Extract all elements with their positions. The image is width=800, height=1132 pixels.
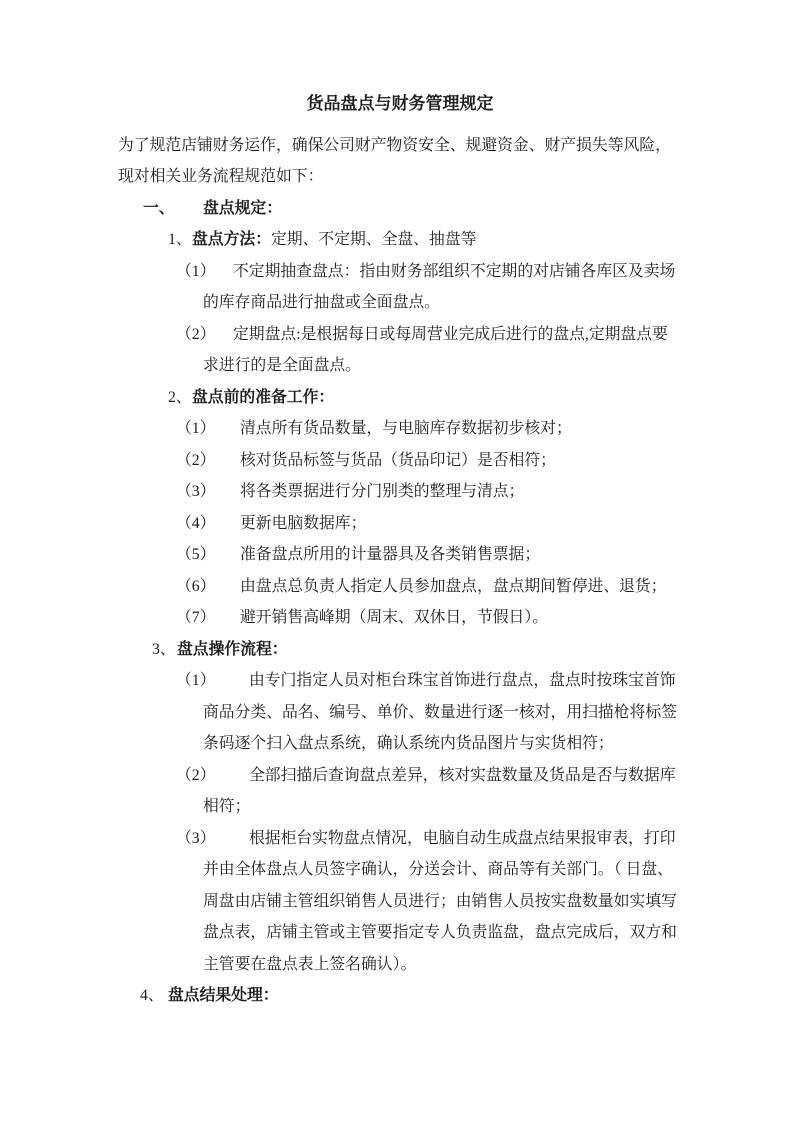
item-label: （2） [176, 325, 216, 343]
item-text: 不定期抽查盘点：指由财务部组织不定期的对店铺各库区及卖场 的库存商品进行抽盘或全面盘点。 [203, 262, 676, 311]
item-label: （2） [176, 766, 216, 784]
item-text: 由专门指定人员对柜台珠宝首饰进行盘点，盘点时按珠宝首饰商品分类、品名、编号、单价、数量进行逐一核对，用扫描枪将标签条码逐个扫入盘点系统，确认系统内货品图片与实货相符； [203, 672, 677, 752]
list-item [176, 602, 682, 634]
list-item [176, 539, 682, 571]
list-item [176, 256, 682, 319]
list-item [176, 571, 682, 603]
item-text: 将各类票据进行分门别类的整理与清点； [240, 483, 525, 500]
subsection-number: 1、 [168, 231, 192, 248]
item-text: 定期盘点:是根据每日或每周营业完成后进行的盘点,定期盘点要求进行的是全面盘点。 [203, 325, 668, 374]
item-text: 更新电脑数据库； [240, 514, 367, 532]
subsection-number: 4、 [140, 987, 164, 1004]
subsection-number: 2、 [168, 388, 192, 406]
item-label: （4） [176, 514, 216, 532]
item-label: （1） [176, 262, 216, 280]
item-text: 全部扫描后查询盘点差异，核对实盘数量及货品是否与数据库相符； [203, 766, 676, 815]
item-label: （5） [176, 546, 216, 563]
subsection-heading-4 [140, 980, 682, 1012]
list-item [176, 319, 682, 382]
item-text: 避开销售高峰期（周末、双休日，节假日）。 [240, 609, 549, 626]
list-item [176, 445, 682, 477]
item-label: （1） [176, 672, 216, 689]
section-heading-1 [143, 193, 682, 225]
item-label: （2） [176, 451, 216, 469]
item-text: 核对货品标签与货品（货品印记）是否相符； [240, 451, 556, 469]
item-text: 由盘点总负责人指定人员参加盘点，盘点期间暂停进、退货； [240, 577, 667, 595]
subsection-tail-text: 定期、不定期、全盘、抽盘等 [271, 231, 477, 248]
list-item [176, 508, 682, 540]
item-label: （7） [176, 609, 216, 626]
item-label: （3） [176, 483, 216, 500]
subsection-title: 盘点操作流程： [177, 640, 288, 658]
list-item [176, 760, 682, 823]
list-item [176, 476, 682, 508]
item-text: 清点所有货品数量，与电脑库存数据初步核对； [240, 420, 572, 437]
item-text: 准备盘点所用的计量器具及各类销售票据； [240, 546, 541, 563]
document-title: 货品盘点与财务管理规定 [306, 94, 494, 113]
section-title: 盘点规定： [203, 199, 282, 217]
subsection-title: 盘点前的准备工作： [192, 388, 335, 406]
intro-paragraph: 为了规范店铺财务运作，确保公司财产物资安全、规避资金、财产损失等风险，现对相关业务流程规范如下： [118, 136, 671, 185]
item-text: 根据柜台实物盘点情况，电脑自动生成盘点结果报审表，打印并由全体盘点人员签字确认，分送会计、商品等有关部门。（ 日盘、周盘由店铺主管组织销售人员进行；由销售人员按实盘数量如实填写盘点表，店铺主管或主管要指定专人负责监盘，盘点完成后，双方和主管要在盘点表上签名确认）。 [203, 829, 677, 973]
subsection-heading-2 [168, 382, 682, 414]
list-item [176, 665, 682, 760]
item-label: （6） [176, 577, 216, 595]
subsection-heading-1 [168, 224, 682, 256]
subsection-number: 3、 [152, 640, 176, 658]
subsection-title: 盘点结果处理： [168, 987, 279, 1004]
subsection-title: 盘点方法： [192, 231, 271, 248]
list-item [176, 823, 682, 981]
list-item [176, 413, 682, 445]
section-number: 一、 [143, 199, 175, 217]
subsection-heading-3 [152, 634, 682, 666]
item-label: （1） [176, 420, 216, 437]
item-label: （3） [176, 829, 216, 847]
